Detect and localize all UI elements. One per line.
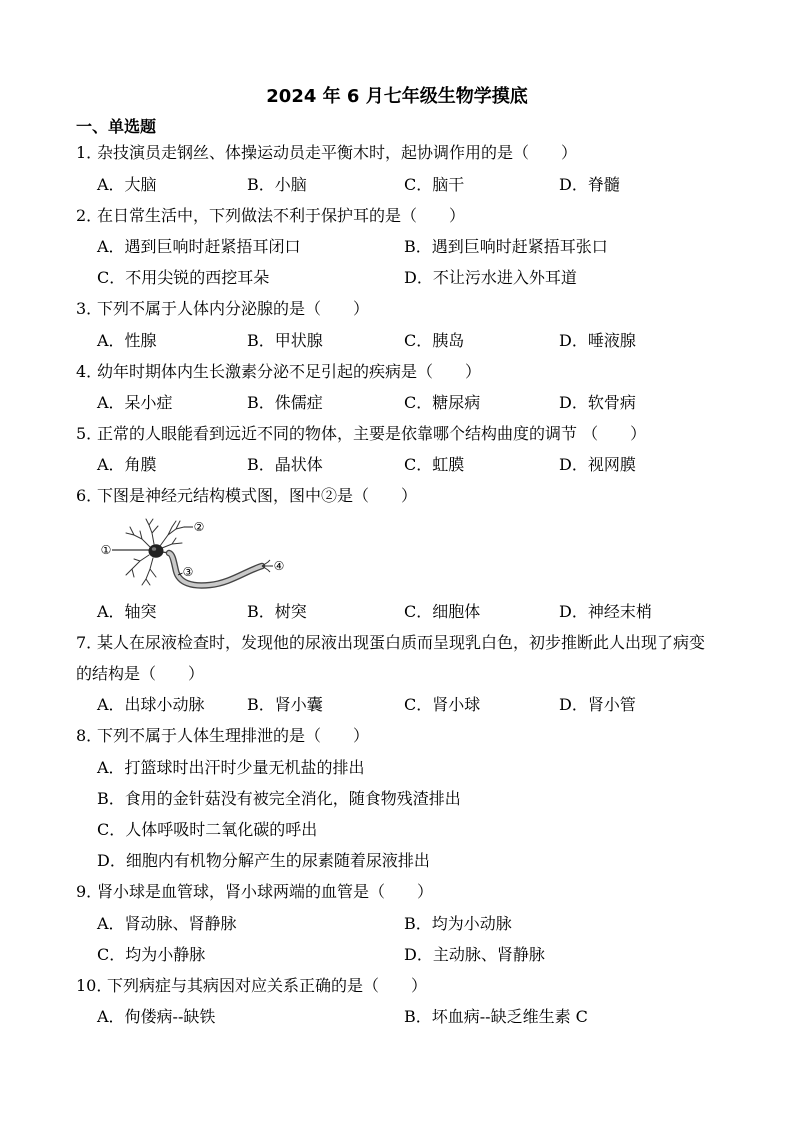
- question-number: 4．: [76, 361, 103, 381]
- question-8-option-b-row: [0, 783, 794, 814]
- question-5: [0, 418, 794, 449]
- option-a: A．呆小症: [97, 392, 173, 412]
- option-d: D．唾液腺: [559, 330, 636, 350]
- option-a: A．打篮球时出汗时少量无机盐的排出: [97, 757, 365, 777]
- option-c: C．胰岛: [404, 330, 465, 350]
- question-6: [0, 480, 794, 511]
- option-b: B．侏儒症: [247, 392, 323, 412]
- question-number: 1．: [76, 143, 103, 163]
- option-c: C．人体呼吸时二氧化碳的呼出: [97, 819, 318, 839]
- question-7: [0, 627, 794, 658]
- question-number: 2．: [76, 205, 103, 225]
- question-6-figure: [0, 512, 794, 596]
- section-heading: 一、单选题: [76, 117, 157, 136]
- option-d: D．细胞内有机物分解产生的尿素随着尿液排出: [97, 851, 430, 871]
- question-number: 7．: [76, 632, 103, 652]
- question-9-options-row-1: [0, 908, 794, 939]
- option-c: C．不用尖锐的西挖耳朵: [97, 268, 270, 288]
- cell-body-highlight: [152, 547, 156, 551]
- question-number: 9．: [76, 882, 103, 902]
- question-number: 5．: [76, 424, 103, 444]
- question-7-options: [0, 689, 794, 720]
- page-title: 2024 年 6 月七年级生物学摸底: [266, 86, 528, 107]
- question-number: 6．: [76, 486, 103, 506]
- axon-terminal: [262, 560, 270, 572]
- option-a: A．出球小动脉: [97, 695, 205, 715]
- option-a: A．佝偻病--缺铁: [97, 1007, 216, 1027]
- question-2: [0, 200, 794, 231]
- question-2-options-row-2: [0, 262, 794, 293]
- option-b: B．肾小囊: [247, 695, 323, 715]
- option-b: B．小脑: [247, 174, 307, 194]
- option-c: C．虹膜: [404, 455, 465, 475]
- option-b: B．均为小动脉: [404, 913, 512, 933]
- question-9-options-row-2: [0, 939, 794, 970]
- question-text-continued: 的结构是（ ）: [76, 664, 205, 684]
- option-b: B．甲状腺: [247, 330, 323, 350]
- question-4: [0, 356, 794, 387]
- question-text: 某人在尿液检查时，发现他的尿液出现蛋白质而呈现乳白色，初步推断此人出现了病变: [97, 632, 706, 652]
- question-8-option-d-row: [0, 845, 794, 876]
- question-number: 10．: [76, 975, 113, 995]
- option-a: A．大脑: [97, 174, 157, 194]
- question-1: [0, 137, 794, 168]
- option-a: A．轴突: [97, 601, 157, 621]
- question-number: 8．: [76, 726, 103, 746]
- question-list: [0, 137, 794, 1032]
- option-b: B．树突: [247, 601, 307, 621]
- option-d: D．不让污水进入外耳道: [404, 268, 577, 288]
- option-a: A．遇到巨响时赶紧捂耳闭口: [97, 236, 301, 256]
- option-a: A．性腺: [97, 330, 157, 350]
- figure-label-4: ④: [273, 558, 285, 573]
- option-b: B．食用的金针菇没有被完全消化，随食物残渣排出: [97, 788, 461, 808]
- figure-label-2: ②: [193, 519, 205, 534]
- question-text: 下列病症与其病因对应关系正确的是（ ）: [107, 975, 428, 995]
- question-number: 3．: [76, 299, 103, 319]
- option-d: D．主动脉、肾静脉: [404, 944, 545, 964]
- option-d: D．软骨病: [559, 392, 636, 412]
- question-7-continued: [0, 658, 794, 689]
- figure-label-3: ③: [182, 564, 194, 579]
- question-text: 幼年时期体内生长激素分泌不足引起的疾病是（ ）: [97, 361, 482, 381]
- option-d: D．神经末梢: [559, 601, 652, 621]
- option-b: B．坏血病--缺乏维生素 C: [404, 1007, 588, 1027]
- question-10-options-row-1: [0, 1001, 794, 1032]
- question-text: 正常的人眼能看到远近不同的物体，主要是依靠哪个结构曲度的调节 （ ）: [97, 424, 647, 444]
- question-2-options-row-1: [0, 231, 794, 262]
- question-8: [0, 720, 794, 751]
- option-c: C．糖尿病: [404, 392, 481, 412]
- question-3: [0, 293, 794, 324]
- cell-body: [149, 544, 164, 558]
- question-1-options: [0, 169, 794, 200]
- option-d: D．视网膜: [559, 455, 636, 475]
- question-8-option-c-row: [0, 814, 794, 845]
- question-10: [0, 970, 794, 1001]
- neuron-diagram: [96, 513, 291, 593]
- option-a: A．角膜: [97, 455, 157, 475]
- option-c: C．肾小球: [404, 695, 481, 715]
- question-9: [0, 876, 794, 907]
- question-8-option-a-row: [0, 752, 794, 783]
- question-text: 在日常生活中，下列做法不利于保护耳的是（ ）: [97, 205, 466, 225]
- question-5-options: [0, 449, 794, 480]
- question-text: 杂技演员走钢丝、体操运动员走平衡木时，起协调作用的是（ ）: [97, 143, 578, 163]
- option-d: D．脊髓: [559, 174, 620, 194]
- option-c: C．脑干: [404, 174, 465, 194]
- option-c: C．均为小静脉: [97, 944, 206, 964]
- question-3-options: [0, 325, 794, 356]
- option-c: C．细胞体: [404, 601, 481, 621]
- question-text: 下图是神经元结构模式图，图中②是（ ）: [97, 486, 418, 506]
- figure-label-1: ①: [100, 542, 112, 557]
- option-b: B．遇到巨响时赶紧捂耳张口: [404, 236, 608, 256]
- question-text: 下列不属于人体生理排泄的是（ ）: [97, 726, 370, 746]
- question-text: 下列不属于人体内分泌腺的是（ ）: [97, 299, 370, 319]
- option-b: B．晶状体: [247, 455, 323, 475]
- question-text: 肾小球是血管球，肾小球两端的血管是（ ）: [97, 882, 434, 902]
- option-d: D．肾小管: [559, 695, 636, 715]
- option-a: A．肾动脉、肾静脉: [97, 913, 237, 933]
- question-6-options: [0, 596, 794, 627]
- question-4-options: [0, 387, 794, 418]
